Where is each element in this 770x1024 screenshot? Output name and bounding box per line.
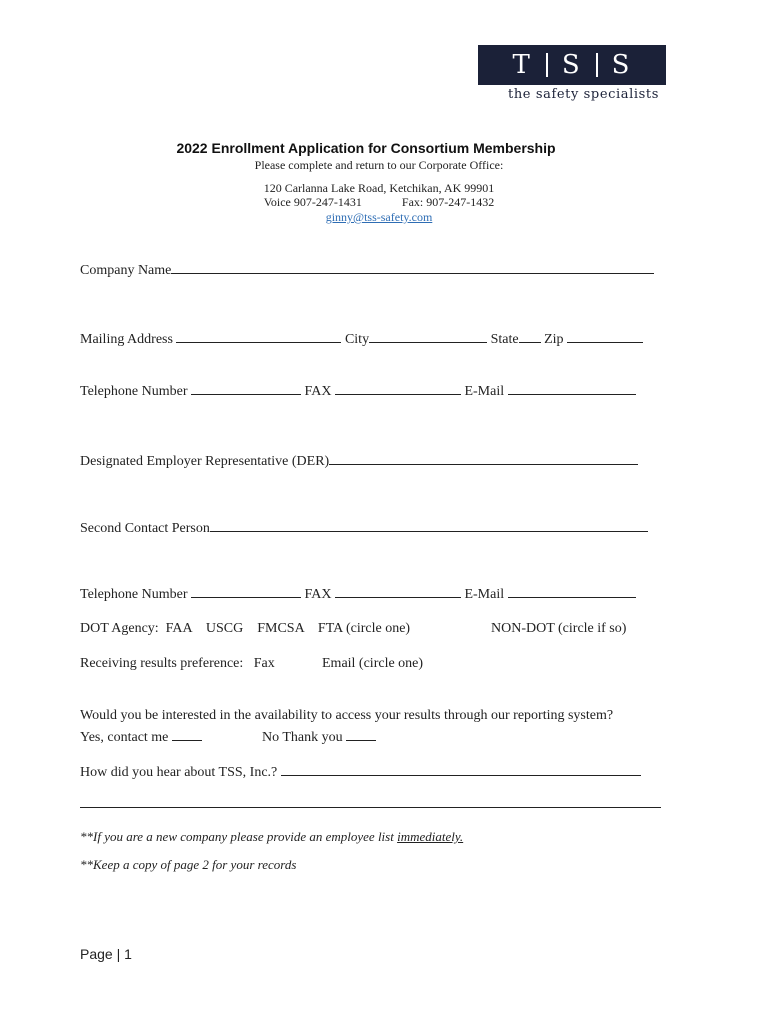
zip-label: Zip — [544, 332, 564, 347]
telephone-field[interactable] — [191, 583, 301, 598]
office-address: 120 Carlanna Lake Road, Ketchikan, AK 99901 — [263, 181, 495, 195]
new-company-note — [80, 829, 463, 845]
logo-separator — [546, 53, 548, 77]
fax-field[interactable] — [335, 380, 461, 395]
state-field[interactable] — [519, 328, 541, 343]
second-contact-row — [80, 517, 648, 537]
results-preference-email[interactable]: Email (circle one) — [322, 656, 424, 671]
email-link[interactable]: ginny@tss-safety.com — [325, 210, 433, 224]
heard-about-label: How did you hear about TSS, Inc.? — [80, 765, 278, 780]
email-field[interactable] — [508, 583, 636, 598]
email-label: E-Mail — [464, 384, 505, 399]
company-name-label: Company Name — [80, 263, 172, 278]
telephone-label: Telephone Number — [80, 587, 188, 602]
reporting-question: Would you be interested in the availability to access your results through our reporting system? — [80, 708, 614, 723]
fax-number: Fax: 907-247-1432 — [401, 195, 495, 209]
voice-number: Voice 907-247-1431 — [263, 195, 362, 209]
telephone-row-2 — [80, 583, 636, 603]
contact-phones — [0, 195, 758, 210]
second-contact-label: Second Contact Person — [80, 521, 210, 536]
logo-letter-s1: S — [561, 50, 582, 80]
yes-contact-field[interactable] — [172, 726, 202, 741]
tss-logo — [478, 45, 666, 85]
fax-field[interactable] — [335, 583, 461, 598]
keep-copy-note: **Keep a copy of page 2 for your records — [80, 857, 297, 872]
mailing-address-label: Mailing Address — [80, 332, 173, 347]
heard-about-field-line-2[interactable] — [80, 807, 661, 808]
mailing-address-field[interactable] — [176, 328, 341, 343]
company-name-field[interactable] — [171, 259, 654, 274]
fax-label: FAX — [304, 587, 332, 602]
der-label: Designated Employer Representative (DER) — [80, 454, 330, 469]
city-field[interactable] — [369, 328, 487, 343]
email-label: E-Mail — [464, 587, 505, 602]
instructions: Please complete and return to our Corporate Office: — [254, 158, 504, 172]
telephone-label: Telephone Number — [80, 384, 188, 399]
telephone-field[interactable] — [191, 380, 301, 395]
logo-tagline: the safety specialists — [508, 87, 660, 102]
mailing-address-row — [80, 328, 643, 348]
zip-field[interactable] — [567, 328, 643, 343]
yes-contact-label: Yes, contact me — [80, 730, 169, 745]
logo-separator — [596, 53, 598, 77]
city-label: City — [344, 332, 370, 347]
no-thanks-row — [262, 726, 376, 746]
results-preference-fax[interactable]: Receiving results preference: Fax — [80, 656, 275, 671]
der-field[interactable] — [329, 450, 638, 465]
second-contact-field[interactable] — [210, 517, 648, 532]
fax-label: FAX — [304, 384, 332, 399]
email-field[interactable] — [508, 380, 636, 395]
heard-about-field[interactable] — [281, 761, 641, 776]
new-company-note-text: **If you are a new company please provide an employee list — [80, 829, 398, 844]
page-title: 2022 Enrollment Application for Consortium Membership — [176, 140, 556, 156]
no-thanks-label: No Thank you — [262, 730, 343, 745]
logo-letter-s2: S — [611, 50, 632, 80]
telephone-row-1 — [80, 380, 636, 400]
yes-contact-row — [80, 726, 202, 746]
logo-letter-t: T — [512, 50, 532, 80]
heard-about-row — [80, 761, 641, 781]
no-thanks-field[interactable] — [346, 726, 376, 741]
company-name-row — [80, 259, 654, 279]
new-company-note-emphasis: immediately. — [397, 829, 464, 844]
dot-agency-options[interactable]: DOT Agency: FAA USCG FMCSA FTA (circle one) — [80, 621, 411, 636]
state-label: State — [490, 332, 519, 347]
page-number: Page | 1 — [80, 946, 132, 962]
non-dot-option[interactable]: NON-DOT (circle if so) — [491, 621, 627, 636]
email-line — [0, 210, 758, 225]
der-row — [80, 450, 638, 470]
